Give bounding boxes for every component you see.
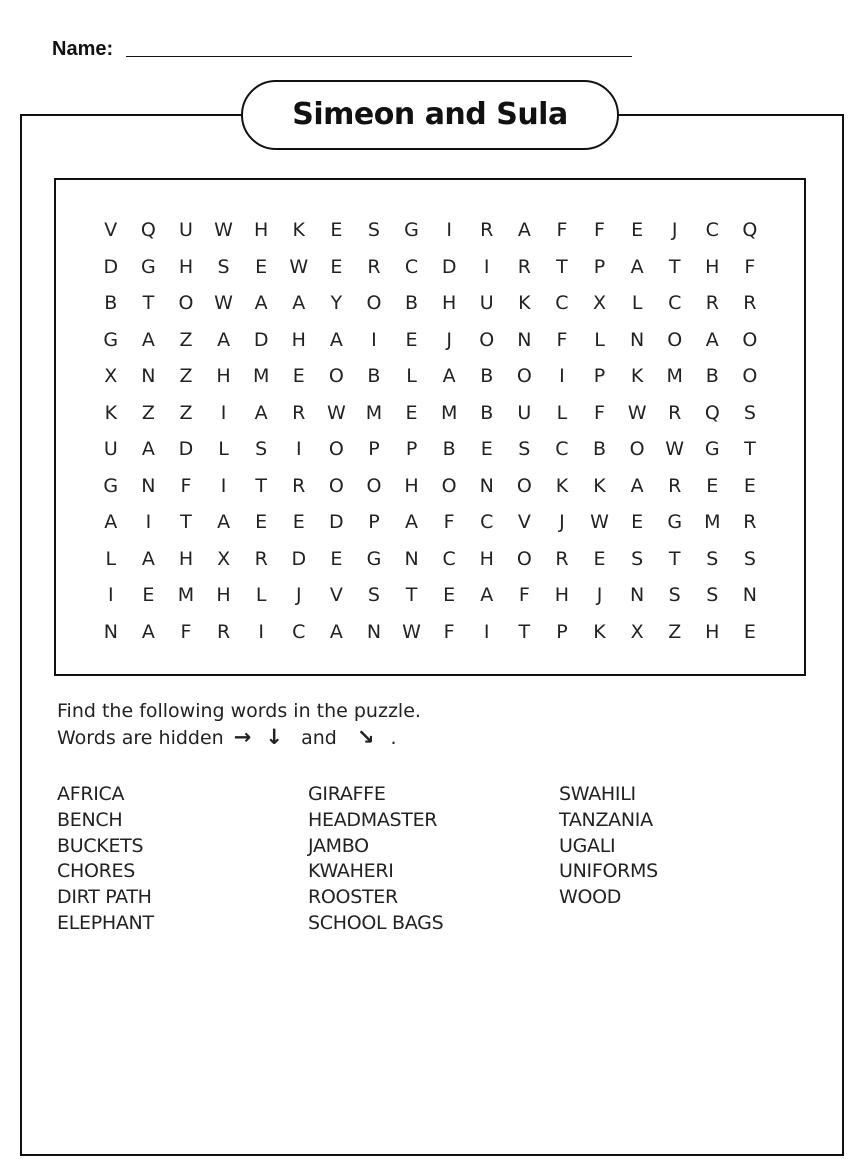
grid-row	[92, 504, 769, 541]
grid-letter: O	[742, 365, 758, 388]
grid-letter: N	[479, 474, 494, 497]
grid-letter: O	[742, 328, 758, 351]
grid-letter: A	[292, 292, 306, 315]
grid-letter: E	[255, 511, 268, 534]
grid-letter: Z	[668, 620, 682, 643]
grid-letter: O	[328, 474, 344, 497]
grid-letter: W	[590, 511, 609, 534]
word-list-item: JAMBO	[308, 834, 369, 857]
grid-letter: G	[103, 328, 119, 351]
grid-letter: N	[630, 584, 645, 607]
grid-letter: M	[666, 365, 683, 388]
grid-letter: H	[216, 365, 231, 388]
instructions	[57, 698, 421, 751]
grid-letter: A	[630, 255, 644, 278]
grid-letter: S	[518, 438, 531, 461]
grid-letter: C	[442, 547, 456, 570]
grid-letter: K	[555, 474, 569, 497]
grid-letter: H	[404, 474, 419, 497]
grid-letter: I	[559, 365, 565, 388]
grid-letter: I	[483, 255, 490, 278]
grid-letter: N	[742, 584, 757, 607]
grid-letter: V	[329, 584, 343, 607]
grid-letter: P	[556, 620, 568, 643]
grid-letter: D	[291, 547, 307, 570]
name-label: Name:	[52, 38, 114, 60]
grid-row	[92, 577, 769, 614]
grid-letter: M	[365, 401, 383, 424]
grid-letter: X	[630, 620, 644, 643]
grid-letter: T	[518, 620, 531, 643]
word-list-item: BUCKETS	[57, 834, 144, 857]
grid-letter: A	[141, 547, 155, 570]
grid-letter: X	[593, 292, 607, 315]
grid-letter: R	[743, 511, 757, 534]
grid-letter: Y	[330, 292, 343, 315]
grid-letter: X	[217, 547, 231, 570]
grid-letter: S	[706, 547, 719, 570]
grid-letter: O	[667, 328, 683, 351]
grid-letter: R	[216, 620, 231, 643]
grid-letter: R	[254, 547, 268, 570]
grid-letter: E	[443, 584, 456, 607]
grid-letter: W	[326, 401, 346, 424]
grid-letter: L	[406, 365, 417, 388]
grid-letter: Z	[179, 365, 193, 388]
grid-letter: F	[180, 474, 192, 497]
grid-letter: J	[446, 328, 452, 351]
grid-letter: H	[291, 328, 306, 351]
grid-letter: N	[141, 365, 156, 388]
grid-letter: U	[479, 292, 494, 315]
grid-row	[92, 212, 769, 249]
grid-letter: F	[556, 328, 568, 351]
grid-letter: K	[518, 292, 531, 315]
grid-letter: T	[668, 255, 681, 278]
grid-letter: N	[141, 474, 156, 497]
grid-letter: L	[631, 292, 643, 315]
grid-letter: U	[517, 401, 532, 424]
grid-letter: F	[443, 620, 455, 643]
grid-letter: W	[402, 620, 421, 643]
grid-letter: R	[743, 292, 757, 315]
grid-letter: W	[665, 438, 685, 461]
grid-letter: S	[668, 584, 681, 607]
grid-letter: Z	[179, 328, 193, 351]
grid-letter: E	[593, 547, 606, 570]
word-list-item: ROOSTER	[308, 886, 398, 909]
grid-letter: L	[556, 401, 568, 424]
arrow-right-icon: →	[233, 725, 252, 749]
grid-letter: E	[706, 474, 719, 497]
grid-letter: O	[516, 547, 532, 570]
grid-letter: G	[103, 474, 119, 497]
grid-letter: G	[141, 255, 156, 278]
word-list-column-3	[559, 782, 658, 911]
grid-letter: I	[483, 620, 490, 643]
grid-letter: N	[630, 328, 645, 351]
grid-letter: E	[743, 620, 756, 643]
grid-letter: I	[295, 438, 302, 461]
grid-letter: R	[668, 401, 682, 424]
grid-letter: N	[366, 620, 382, 643]
grid-letter: N	[517, 328, 532, 351]
grid-letter: T	[255, 474, 267, 497]
grid-letter: D	[253, 328, 269, 351]
grid-letter: K	[292, 219, 305, 242]
grid-letter: E	[292, 365, 305, 388]
grid-letter: T	[556, 255, 568, 278]
grid-letter: R	[555, 547, 569, 570]
word-list-item: KWAHERI	[308, 860, 394, 883]
grid-letter: I	[371, 328, 377, 351]
grid-letter: C	[555, 292, 569, 315]
word-list-item: UNIFORMS	[559, 860, 658, 883]
grid-letter: J	[295, 584, 302, 607]
title-banner	[241, 80, 619, 150]
word-list-column-1	[57, 782, 154, 937]
grid-row	[92, 614, 769, 651]
grid-letter: F	[443, 511, 455, 534]
grid-letter: I	[446, 219, 452, 242]
grid-letter: A	[329, 620, 343, 643]
grid-letter: E	[631, 511, 644, 534]
grid-letter: W	[289, 255, 309, 278]
grid-letter: I	[220, 474, 227, 497]
grid-letter: L	[255, 584, 267, 607]
grid-letter: F	[594, 219, 605, 242]
word-list-item: ELEPHANT	[57, 911, 154, 934]
grid-letter: P	[368, 438, 380, 461]
instruction-and: and	[301, 727, 337, 749]
grid-letter: B	[405, 292, 419, 315]
grid-letter: B	[592, 438, 607, 461]
grid-letter: S	[743, 401, 756, 424]
grid-letter: A	[442, 365, 456, 388]
grid-letter: A	[217, 511, 231, 534]
grid-letter: R	[367, 255, 381, 278]
grid-letter: A	[630, 474, 644, 497]
grid-letter: B	[705, 365, 719, 388]
grid-letter: A	[517, 219, 531, 242]
grid-letter: P	[593, 365, 606, 388]
grid-letter: A	[141, 620, 155, 643]
grid-letter: I	[220, 401, 227, 424]
grid-letter: E	[405, 401, 418, 424]
grid-letter: L	[594, 328, 605, 351]
grid-letter: A	[141, 328, 155, 351]
grid-letter: H	[216, 584, 231, 607]
grid-letter: E	[405, 328, 418, 351]
name-write-line	[126, 56, 632, 57]
grid-letter: G	[404, 219, 419, 242]
grid-letter: A	[141, 438, 155, 461]
letter-grid	[92, 212, 769, 650]
grid-letter: C	[705, 219, 719, 242]
grid-letter: E	[330, 547, 343, 570]
grid-letter: A	[405, 511, 419, 534]
grid-letter: J	[559, 511, 565, 534]
grid-letter: V	[104, 219, 118, 242]
word-list-item: GIRAFFE	[308, 783, 386, 805]
grid-letter: I	[145, 511, 152, 534]
grid-letter: C	[555, 438, 569, 461]
grid-letter: B	[367, 365, 381, 388]
word-list-item: WOOD	[559, 886, 622, 909]
grid-letter: O	[479, 328, 495, 351]
grid-letter: M	[252, 365, 270, 388]
grid-letter: P	[368, 511, 380, 534]
grid-letter: E	[330, 255, 343, 278]
grid-letter: K	[593, 620, 606, 643]
grid-letter: D	[329, 511, 344, 534]
grid-letter: A	[705, 328, 719, 351]
instruction-period: .	[390, 727, 397, 749]
grid-letter: J	[671, 219, 678, 242]
grid-letter: C	[668, 292, 682, 315]
grid-letter: U	[103, 438, 118, 461]
grid-letter: J	[596, 584, 603, 607]
grid-letter: O	[178, 292, 194, 315]
word-list-item: SWAHILI	[559, 783, 636, 805]
grid-letter: H	[705, 620, 720, 643]
word-list-item: UGALI	[559, 834, 616, 857]
grid-letter: G	[366, 547, 382, 570]
grid-letter: K	[104, 401, 118, 424]
grid-letter: G	[667, 511, 683, 534]
worksheet-title: Simeon and Sula	[292, 97, 568, 132]
grid-letter: W	[214, 292, 233, 315]
grid-letter: R	[705, 292, 719, 315]
grid-letter: G	[704, 438, 720, 461]
grid-letter: R	[517, 255, 531, 278]
grid-row	[92, 431, 769, 468]
grid-row	[92, 249, 769, 286]
grid-letter: W	[214, 219, 233, 242]
grid-letter: F	[744, 255, 756, 278]
instruction-line-1: Find the following words in the puzzle.	[57, 700, 421, 722]
word-list-item: TANZANIA	[559, 808, 653, 831]
grid-letter: S	[706, 584, 719, 607]
grid-letter: O	[516, 474, 532, 497]
name-field	[52, 36, 637, 62]
grid-letter: A	[329, 328, 343, 351]
grid-letter: I	[107, 584, 114, 607]
instruction-line-2	[57, 724, 421, 751]
grid-letter: E	[743, 474, 756, 497]
grid-letter: O	[328, 365, 344, 388]
grid-letter: K	[593, 474, 606, 497]
grid-letter: H	[554, 584, 570, 607]
grid-letter: H	[705, 255, 720, 278]
grid-letter: M	[440, 401, 458, 424]
grid-letter: A	[254, 401, 268, 424]
grid-letter: E	[255, 255, 268, 278]
grid-letter: S	[367, 219, 380, 242]
grid-letter: S	[217, 255, 230, 278]
grid-letter: W	[627, 401, 647, 424]
grid-letter: M	[704, 511, 721, 534]
grid-letter: N	[404, 547, 419, 570]
instruction-prefix: Words are hidden	[57, 727, 224, 749]
grid-letter: O	[629, 438, 645, 461]
grid-letter: Z	[141, 401, 155, 424]
grid-letter: O	[516, 365, 532, 388]
word-list-item: HEADMASTER	[308, 808, 438, 831]
grid-letter: R	[292, 474, 306, 497]
word-list-item: SCHOOL BAGS	[308, 911, 444, 934]
grid-row	[92, 358, 769, 395]
grid-letter: E	[142, 584, 155, 607]
grid-letter: T	[744, 438, 756, 461]
grid-letter: R	[668, 474, 682, 497]
word-list-item: AFRICA	[57, 783, 125, 805]
grid-letter: H	[178, 547, 194, 570]
grid-letter: T	[668, 547, 681, 570]
arrow-diagonal-icon: ↘	[356, 725, 375, 749]
grid-letter: S	[367, 584, 380, 607]
grid-letter: F	[556, 219, 568, 242]
grid-letter: L	[218, 438, 229, 461]
grid-letter: F	[518, 584, 530, 607]
grid-letter: D	[441, 255, 457, 278]
grid-letter: A	[254, 292, 268, 315]
grid-letter: P	[593, 255, 606, 278]
grid-letter: N	[103, 620, 118, 643]
grid-letter: Z	[179, 401, 193, 424]
grid-letter: T	[405, 584, 418, 607]
grid-letter: C	[404, 255, 419, 278]
grid-letter: R	[292, 401, 306, 424]
grid-letter: E	[330, 219, 343, 242]
grid-letter: O	[366, 474, 382, 497]
grid-letter: B	[480, 365, 494, 388]
word-list-column-2	[308, 782, 443, 937]
grid-letter: Q	[140, 219, 156, 242]
grid-letter: D	[103, 255, 119, 278]
word-list-item: DIRT PATH	[57, 886, 152, 909]
grid-letter: P	[405, 438, 418, 461]
grid-letter: A	[104, 511, 118, 534]
grid-letter: Q	[704, 401, 720, 424]
grid-letter: V	[517, 511, 531, 534]
grid-letter: I	[258, 620, 264, 643]
grid-letter: R	[480, 219, 494, 242]
grid-row	[92, 322, 769, 359]
grid-letter: T	[142, 292, 155, 315]
grid-letter: Q	[742, 219, 758, 242]
grid-letter: B	[480, 401, 494, 424]
grid-row	[92, 395, 769, 432]
grid-row	[92, 468, 769, 505]
grid-letter: A	[480, 584, 494, 607]
grid-letter: A	[217, 328, 231, 351]
grid-letter: H	[254, 219, 269, 242]
grid-letter: C	[292, 620, 306, 643]
grid-letter: D	[178, 438, 194, 461]
grid-letter: X	[104, 365, 118, 388]
grid-letter: E	[631, 219, 644, 242]
grid-letter: O	[366, 292, 382, 315]
grid-letter: B	[442, 438, 456, 461]
grid-letter: O	[441, 474, 457, 497]
grid-letter: U	[179, 219, 193, 242]
grid-letter: F	[180, 620, 192, 643]
grid-row	[92, 285, 769, 322]
grid-letter: B	[104, 292, 118, 315]
grid-letter: C	[480, 511, 494, 534]
arrow-down-icon: ↓	[265, 725, 284, 749]
grid-letter: L	[105, 547, 117, 570]
grid-letter: E	[292, 511, 305, 534]
grid-letter: S	[255, 438, 268, 461]
grid-letter: M	[177, 584, 195, 607]
grid-letter: H	[479, 547, 494, 570]
grid-letter: H	[178, 255, 194, 278]
word-list-item: CHORES	[57, 860, 135, 883]
grid-letter: F	[594, 401, 605, 424]
grid-letter: O	[328, 438, 344, 461]
grid-letter: K	[630, 365, 644, 388]
grid-letter: H	[441, 292, 457, 315]
grid-letter: T	[180, 511, 192, 534]
grid-letter: S	[743, 547, 756, 570]
grid-letter: S	[631, 547, 644, 570]
grid-row	[92, 541, 769, 578]
grid-letter: E	[480, 438, 493, 461]
word-list-item: BENCH	[57, 808, 123, 831]
